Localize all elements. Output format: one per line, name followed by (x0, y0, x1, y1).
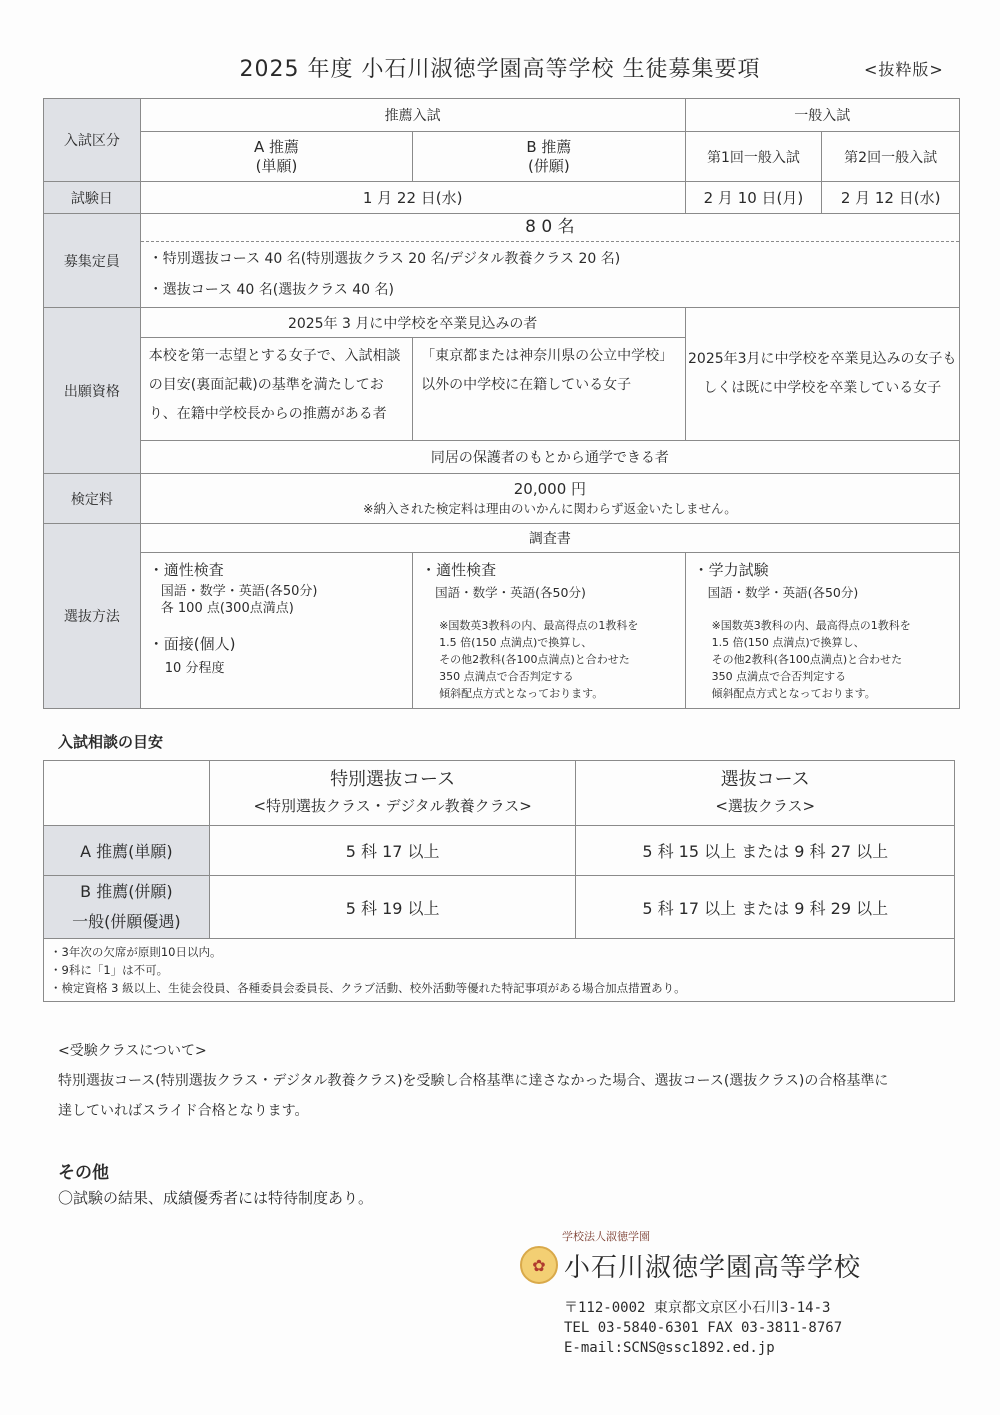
school-address: 〒112-0002 東京都文京区小石川3-14-3 (564, 1300, 831, 1316)
fee-amount: 20,000 円 (513, 479, 587, 498)
method-label: 選抜方法 (44, 524, 141, 709)
ippan2-header: 第2回一般入試 (822, 132, 960, 182)
ippan-header: 一般入試 (685, 99, 959, 132)
guide-row1-col2: 5 科 15 以上 または 9 科 27 以上 (576, 826, 955, 876)
guide-note-1: ・3年次の欠席が原則10日以内。 (50, 945, 222, 959)
ippan-method-note: ※国数英3教科の内、最高得点の1教科を 1.5 倍(150 点満点)で換算し、 その他2教科(各100点満点)と合わせた 350 点満点で合否判定する 傾斜配点方式となっております。 (711, 619, 911, 700)
guide-row2-label-1: B 推薦(併願) (80, 882, 173, 901)
page-title (0, 52, 1000, 83)
guide-row2-label (44, 876, 210, 939)
date-ippan2: 2 月 12 日(水) (822, 182, 960, 214)
other-text: 〇試験の結果、成績優秀者には特待制度あり。 (58, 1189, 374, 1207)
school-corp: 学校法人淑徳学園 (562, 1230, 650, 1243)
class-info-text1: 特別選抜コース(特別選抜クラス・デジタル教養クラス)を受験し合格基準に達さなかった場合、選抜コース(選抜クラス)の合格基準に (58, 1073, 889, 1089)
b-method (413, 553, 685, 709)
capacity-label: 募集定員 (44, 214, 141, 308)
a-method (140, 553, 412, 709)
capacity-cell (140, 214, 959, 308)
guide-corner (44, 761, 210, 826)
other-section (58, 1158, 373, 1208)
b-suisen-header (413, 132, 685, 182)
guide-col2-header (576, 761, 955, 826)
exam-table (43, 98, 960, 709)
fee-label: 検定料 (44, 474, 141, 524)
capacity-line1: ・特別選抜コース 40 名(特別選抜クラス 20 名/デジタル教養クラス 20 名) (148, 251, 621, 267)
guide-col1-header (209, 761, 576, 826)
b-suisen-sub: (併願) (528, 156, 570, 175)
guide-row2-col2: 5 科 17 以上 または 9 科 29 以上 (576, 876, 955, 939)
school-name: 小石川淑徳学園高等学校 (564, 1252, 862, 1283)
guide-note-3: ・検定資格 3 級以上、生徒会役員、各種委員会委員長、クラブ活動、校外活動等優れた特記事項がある場合加点措置あり。 (50, 981, 686, 995)
guide-row2-label-2: 一般(併願優遇) (72, 912, 181, 931)
a-suisen-header (140, 132, 412, 182)
capacity-line2: ・選抜コース 40 名(選抜クラス 40 名) (148, 282, 394, 298)
date-label: 試験日 (44, 182, 141, 214)
b-method-title: ・適性検査 (421, 561, 497, 579)
ippan-method (685, 553, 959, 709)
class-info (58, 1036, 958, 1126)
qual-a: 本校を第一志望とする女子で、入試相談の目安(裏面記載)の基準を満たしており、在籍中学校長からの推薦がある者 (140, 338, 412, 441)
school-email: E-mail:SCNS@ssc1892.ed.jp (564, 1340, 775, 1356)
a-method-subjects: 国語・数学・英語(各50分) (160, 584, 318, 599)
a-method-interview-time: 10 分程度 (164, 661, 225, 676)
capacity-total: 8 0 名 (141, 214, 959, 242)
other-heading: その他 (58, 1163, 109, 1183)
qual-b: 「東京都または神奈川県の公立中学校」以外の中学校に在籍している女子 (413, 338, 685, 441)
qual-suisen-top: 2025年 3 月に中学校を卒業見込みの者 (140, 308, 685, 338)
guide-col1-sub: <特別選抜クラス・デジタル教養クラス> (253, 797, 532, 815)
school-footer (520, 1228, 960, 1358)
school-tel-fax: TEL 03-5840-6301 FAX 03-3811-8767 (564, 1320, 843, 1336)
school-crest-icon: ✿ (520, 1246, 558, 1284)
school-logo (520, 1246, 960, 1284)
qual-bottom: 同居の保護者のもとから通学できる者 (140, 441, 959, 474)
version-label: <抜粋版> (864, 60, 944, 79)
ippan-method-subjects: 国語・数学・英語(各50分) (707, 585, 859, 600)
guide-row1-label: A 推薦(単願) (44, 826, 210, 876)
fee-cell (140, 474, 959, 524)
guide-col2-title: 選抜コース (720, 769, 810, 790)
a-method-title: ・適性検査 (148, 561, 224, 579)
title-text: 2025 年度 小石川淑徳学園高等学校 生徒募集要項 (239, 57, 761, 82)
a-suisen-sub: (単願) (255, 156, 298, 175)
a-method-points: 各 100 点(300点満点) (160, 601, 294, 616)
suisen-header: 推薦入試 (140, 99, 685, 132)
guide-col2-sub: <選抜クラス> (715, 797, 816, 815)
guide-table (43, 760, 955, 1002)
class-info-heading: <受験クラスについて> (58, 1043, 207, 1059)
school-contact (520, 1298, 960, 1358)
a-suisen-title: A 推薦 (253, 137, 299, 156)
qual-ippan: 2025年3月に中学校を卒業見込みの女子もしくは既に中学校を卒業している女子 (685, 308, 959, 441)
ippan-method-title: ・学力試験 (693, 561, 769, 579)
a-method-interview: ・面接(個人) (148, 635, 236, 653)
guide-heading: 入試相談の目安 (58, 733, 164, 751)
guide-notes (44, 939, 955, 1002)
ippan1-header: 第1回一般入試 (685, 132, 822, 182)
b-suisen-title: B 推薦 (526, 137, 572, 156)
qual-label: 出願資格 (44, 308, 141, 474)
date-ippan1: 2 月 10 日(月) (685, 182, 822, 214)
guide-note-2: ・9科に「1」は不可。 (50, 963, 169, 977)
method-top: 調査書 (140, 524, 959, 553)
b-method-note: ※国数英3教科の内、最高得点の1教科を 1.5 倍(150 点満点)で換算し、 その他2教科(各100点満点)と合わせた 350 点満点で合否判定する 傾斜配点方式となっております。 (439, 619, 639, 700)
fee-note: ※納入された検定料は理由のいかんに関わらず返金いたしません。 (363, 500, 737, 516)
date-suisen: 1 月 22 日(水) (140, 182, 685, 214)
b-method-subjects: 国語・数学・英語(各50分) (435, 585, 586, 600)
guide-row2-col1: 5 科 19 以上 (209, 876, 576, 939)
kubun-label: 入試区分 (44, 99, 141, 182)
class-info-text2: 達していればスライド合格となります。 (58, 1103, 309, 1119)
guide-row1-col1: 5 科 17 以上 (209, 826, 576, 876)
guide-col1-title: 特別選抜コース (330, 769, 456, 790)
